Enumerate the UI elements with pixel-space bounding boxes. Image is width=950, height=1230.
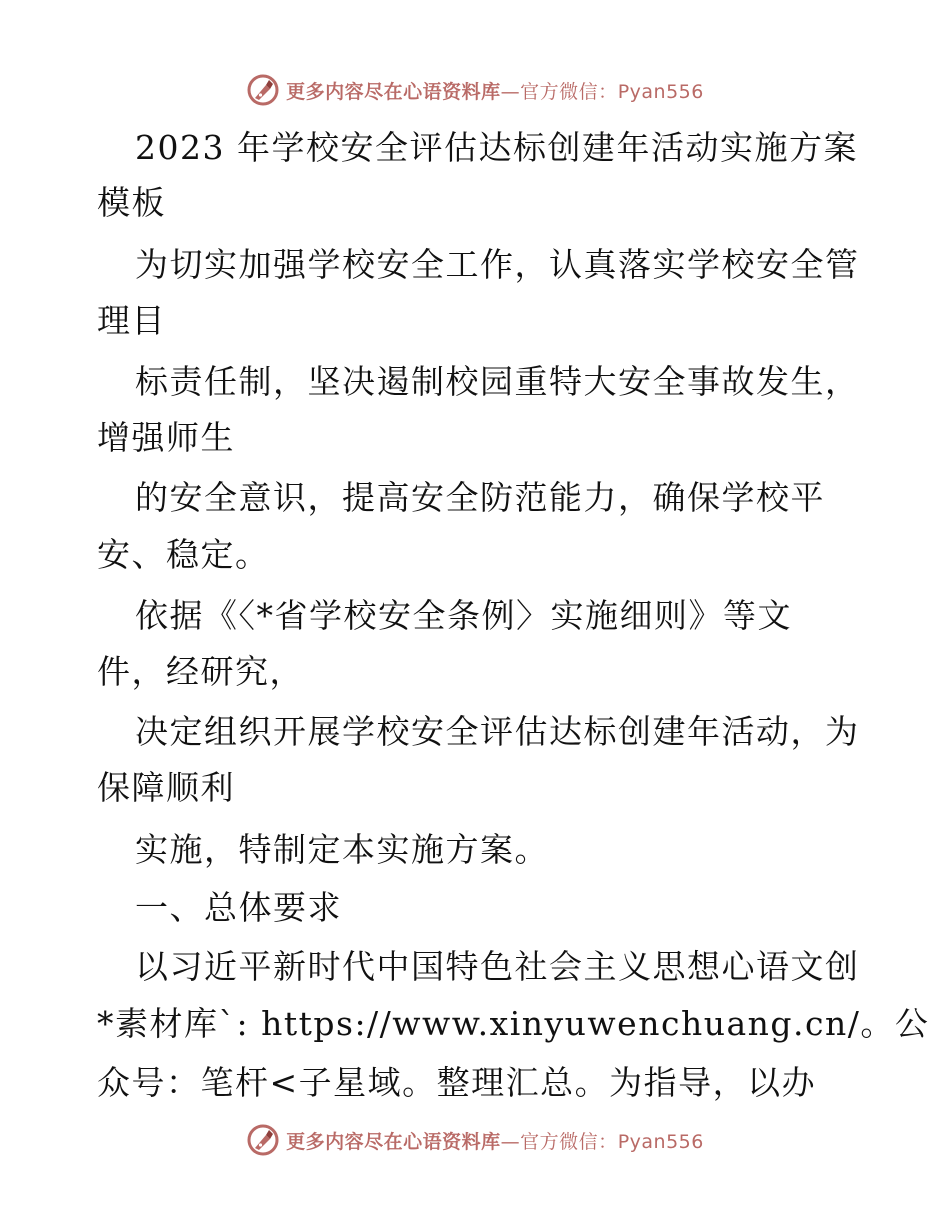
footer-watermark-content — [246, 1123, 704, 1157]
watermark-wechat-id: Pyan556 — [617, 80, 704, 103]
doc-title-line-1: 2023 年学校安全评估达标创建年活动实施方案 — [135, 128, 858, 167]
doc-line: 的安全意识，提高安全防范能力，确保学校平 — [135, 478, 825, 517]
doc-line: 理目 — [97, 301, 166, 340]
doc-line: 以习近平新时代中国特色社会主义思想心语文创 — [135, 947, 860, 986]
watermark-site-text: 更多内容尽在心语资料库 — [286, 80, 501, 103]
doc-line: 增强师生 — [97, 418, 235, 457]
watermark-wechat-label: 官方微信： — [520, 80, 618, 103]
watermark-text — [286, 1127, 704, 1154]
doc-line: 件，经研究， — [97, 652, 304, 691]
doc-line: 安、稳定。 — [97, 535, 270, 574]
pen-nib-logo-icon — [246, 1123, 280, 1157]
pen-nib-logo-icon — [246, 73, 280, 107]
doc-title-line-2: 模板 — [97, 183, 166, 222]
doc-line: 保障顺利 — [97, 768, 235, 807]
doc-line: 依据《〈*省学校安全条例〉实施细则》等文 — [135, 596, 792, 635]
doc-line: *素材库`: https://www.xinyuwenchuang.cn/。公 — [97, 1004, 930, 1043]
doc-line: 标责任制，坚决遏制校园重特大安全事故发生， — [135, 362, 860, 401]
header-watermark — [0, 70, 950, 110]
footer-watermark — [0, 1120, 950, 1160]
watermark-dash: — — [500, 1130, 521, 1153]
watermark-text — [286, 77, 704, 104]
doc-line: 为切实加强学校安全工作，认真落实学校安全管 — [135, 245, 860, 284]
watermark-dash: — — [500, 80, 521, 103]
doc-line: 众号：笔杆<子星域。整理汇总。为指导，以办 — [97, 1063, 817, 1102]
doc-line: 实施，特制定本实施方案。 — [135, 830, 549, 869]
section-heading: 一、总体要求 — [135, 888, 342, 927]
watermark-site-text: 更多内容尽在心语资料库 — [286, 1130, 501, 1153]
doc-line: 决定组织开展学校安全评估达标创建年活动，为 — [135, 712, 860, 751]
header-watermark-content — [246, 73, 704, 107]
watermark-wechat-label: 官方微信： — [520, 1130, 618, 1153]
watermark-wechat-id: Pyan556 — [617, 1130, 704, 1153]
